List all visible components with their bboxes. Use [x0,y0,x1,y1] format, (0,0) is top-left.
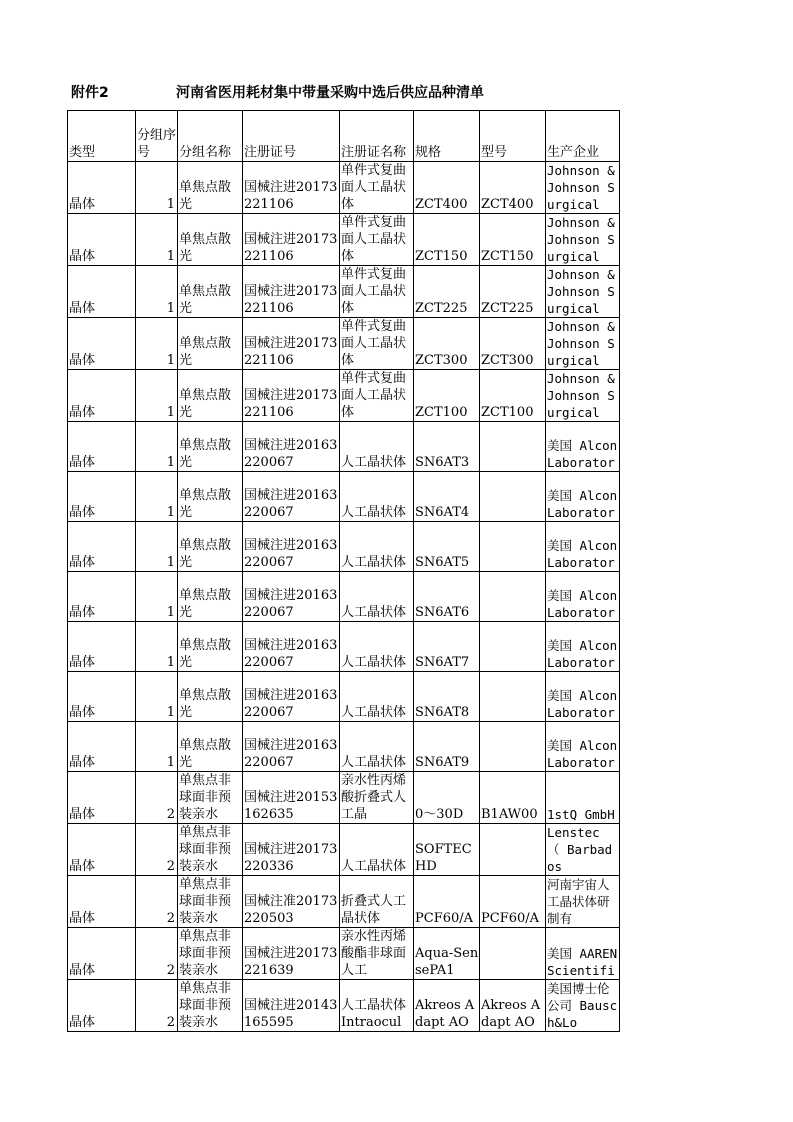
cell-reg-no [243,980,340,1032]
cell-group-name-text: 单焦点非球面非预装亲水 [179,929,232,978]
table-row [68,876,620,928]
cell-type-text: 晶体 [69,455,96,470]
cell-type-text: 晶体 [69,605,96,620]
cell-reg-no [243,214,340,266]
cell-group-no-text: 1 [166,705,175,720]
cell-maker [546,672,620,722]
cell-model-text: ZCT300 [481,353,534,368]
cell-model [480,980,546,1032]
cell-reg-name [340,318,414,370]
cell-model [480,672,546,722]
cell-reg-no [243,572,340,622]
table-row [68,722,620,772]
cell-spec-text: SN6AT3 [415,455,470,470]
cell-group-name-text: 单焦点散光 [179,180,232,212]
cell-group-no [136,876,178,928]
table-header-row [68,111,620,162]
cell-reg-no-text: 国械注进20163220067 [244,638,338,670]
cell-reg-no [243,622,340,672]
cell-model [480,876,546,928]
cell-group-no [136,824,178,876]
cell-maker-text: 美国 Alcon Laborator [547,738,618,770]
cell-group-no-text: 1 [166,249,175,264]
cell-group-no [136,522,178,572]
cell-type [68,162,136,214]
cell-reg-name-text: 人工晶状体 [341,605,407,620]
header-cell-type: 类型 [68,111,136,162]
cell-group-no-text: 1 [166,405,175,420]
cell-group-no [136,370,178,422]
cell-model [480,824,546,876]
cell-model-text: ZCT400 [481,197,534,212]
table-row [68,772,620,824]
cell-group-no [136,980,178,1032]
cell-maker-text: 美国 Alcon Laborator [547,438,618,470]
cell-type [68,622,136,672]
cell-reg-name-text: 人工晶状体 [341,755,407,770]
header-cell-group-no: 分组序号 [136,111,178,162]
cell-reg-name-text: 人工晶状体 Intraocul [341,998,407,1030]
cell-reg-no [243,266,340,318]
cell-group-name-text: 单焦点非球面非预装亲水 [179,981,232,1030]
cell-type-text: 晶体 [69,655,96,670]
cell-group-name [178,422,243,472]
cell-type-text: 晶体 [69,555,96,570]
cell-reg-name-text: 人工晶状体 [341,705,407,720]
cell-spec [414,472,480,522]
cell-maker-text: 美国 Alcon Laborator [547,538,618,570]
attachment-label: 附件2 [71,85,109,101]
table-row [68,522,620,572]
cell-reg-name [340,928,414,980]
cell-group-no-text: 2 [166,963,175,978]
cell-spec-text: ZCT225 [415,301,468,316]
cell-reg-name [340,370,414,422]
table-row [68,672,620,722]
cell-maker-text: 美国 Alcon Laborator [547,638,618,670]
cell-spec-text: SN6AT5 [415,555,470,570]
cell-type [68,422,136,472]
cell-type [68,572,136,622]
cell-spec [414,772,480,824]
cell-maker-text: 美国 Alcon Laborator [547,688,618,720]
cell-reg-name-text: 折叠式人工晶状体 [341,894,407,926]
table-row [68,318,620,370]
cell-spec-text: ZCT400 [415,197,468,212]
cell-type-text: 晶体 [69,405,96,420]
cell-group-name [178,162,243,214]
cell-spec [414,214,480,266]
cell-type [68,472,136,522]
cell-reg-name-text: 亲水性丙烯酸酯非球面人工 [341,929,407,978]
cell-reg-no-text: 国械注进20163220067 [244,738,338,770]
cell-group-name-text: 单焦点散光 [179,336,232,368]
cell-group-no [136,772,178,824]
cell-group-no [136,318,178,370]
cell-reg-no-text: 国械注进20173221106 [244,336,338,368]
cell-reg-name [340,162,414,214]
header-cell-reg-no: 注册证号 [243,111,340,162]
cell-spec-text: SN6AT6 [415,605,470,620]
cell-reg-name-text: 人工晶状体 [341,505,407,520]
cell-model [480,370,546,422]
cell-group-no-text: 1 [166,555,175,570]
cell-group-no [136,622,178,672]
cell-spec-text: SN6AT7 [415,655,470,670]
cell-reg-no [243,672,340,722]
cell-spec-text: SN6AT9 [415,755,470,770]
header-cell-maker: 生产企业 [546,111,620,162]
cell-spec [414,318,480,370]
cell-group-name-text: 单焦点散光 [179,488,232,520]
cell-reg-no [243,162,340,214]
cell-group-no-text: 2 [166,1015,175,1030]
cell-type [68,928,136,980]
cell-model [480,472,546,522]
cell-group-name [178,672,243,722]
cell-reg-no [243,422,340,472]
table-row [68,472,620,522]
cell-reg-name-text: 单件式复曲面人工晶状体 [341,319,407,368]
cell-maker [546,928,620,980]
cell-reg-no-text: 国械注进20173221106 [244,284,338,316]
cell-reg-name [340,980,414,1032]
cell-group-no-text: 1 [166,505,175,520]
table-row [68,980,620,1032]
cell-model-text: ZCT150 [481,249,534,264]
cell-maker-text: 美国博士伦公司 Bausch&Lo [547,981,618,1030]
cell-maker-text: Lenstec （ Barbados [547,825,613,874]
cell-model [480,772,546,824]
cell-model-text: ZCT100 [481,405,534,420]
cell-maker [546,522,620,572]
cell-type-text: 晶体 [69,197,96,212]
cell-reg-name [340,422,414,472]
cell-reg-name-text: 人工晶状体 [341,555,407,570]
cell-type [68,824,136,876]
cell-spec-text: 0～30D [415,807,464,822]
cell-type [68,722,136,772]
cell-group-name [178,370,243,422]
cell-group-no [136,572,178,622]
cell-group-name [178,214,243,266]
header-cell-group-name: 分组名称 [178,111,243,162]
table-row [68,162,620,214]
cell-reg-no-text: 国械注进20153162635 [244,790,338,822]
cell-maker [546,722,620,772]
cell-reg-no-text: 国械注进20163220067 [244,488,338,520]
cell-reg-name-text: 人工晶状体 [341,655,407,670]
cell-maker-text: 美国 Alcon Laborator [547,488,618,520]
supply-list-table [67,110,620,1032]
cell-maker [546,162,620,214]
cell-spec [414,266,480,318]
cell-spec [414,622,480,672]
table-row [68,622,620,672]
cell-reg-no-text: 国械注进20173221639 [244,946,338,978]
cell-reg-name [340,876,414,928]
cell-reg-name [340,266,414,318]
cell-group-no-text: 1 [166,655,175,670]
cell-group-name [178,472,243,522]
cell-reg-name-text: 人工晶状体 [341,859,407,874]
cell-type-text: 晶体 [69,963,96,978]
cell-group-name [178,722,243,772]
cell-group-name [178,980,243,1032]
cell-spec-text: PCF60/A [415,911,474,926]
cell-maker [546,370,620,422]
cell-type [68,522,136,572]
cell-spec [414,824,480,876]
cell-type-text: 晶体 [69,353,96,368]
cell-type [68,980,136,1032]
cell-model-text: ZCT225 [481,301,534,316]
cell-spec [414,522,480,572]
cell-reg-no-text: 国械注进20173221106 [244,180,338,212]
cell-type [68,876,136,928]
cell-group-no [136,266,178,318]
cell-reg-no [243,928,340,980]
cell-maker [546,214,620,266]
cell-group-name-text: 单焦点散光 [179,738,232,770]
table-row [68,928,620,980]
cell-group-no-text: 1 [166,301,175,316]
cell-group-name [178,318,243,370]
cell-type [68,370,136,422]
cell-group-name-text: 单焦点散光 [179,284,232,316]
cell-maker-text: Johnson & Johnson Surgical [547,267,615,316]
cell-reg-no [243,472,340,522]
cell-maker-text: 美国 AAREN Scientifi [547,946,618,978]
cell-maker [546,622,620,672]
cell-spec [414,162,480,214]
cell-group-no [136,214,178,266]
cell-spec [414,722,480,772]
cell-spec-text: ZCT150 [415,249,468,264]
cell-model [480,572,546,622]
cell-type-text: 晶体 [69,505,96,520]
cell-maker-text: 美国 Alcon Laborator [547,588,618,620]
cell-reg-name-text: 单件式复曲面人工晶状体 [341,163,407,212]
cell-reg-no [243,824,340,876]
cell-group-name-text: 单焦点非球面非预装亲水 [179,773,232,822]
cell-reg-name [340,214,414,266]
cell-maker [546,572,620,622]
cell-maker [546,876,620,928]
header-cell-model: 型号 [480,111,546,162]
table-row [68,266,620,318]
cell-group-name-text: 单焦点非球面非预装亲水 [179,877,232,926]
cell-type-text: 晶体 [69,911,96,926]
cell-group-no-text: 2 [166,807,175,822]
cell-spec-text: Aqua-SensePA1 [415,946,479,978]
cell-reg-no [243,522,340,572]
cell-group-no [136,928,178,980]
cell-spec-text: SN6AT8 [415,705,470,720]
cell-group-no-text: 1 [166,353,175,368]
cell-group-name [178,622,243,672]
cell-reg-name [340,522,414,572]
cell-maker-text: Johnson & Johnson Surgical [547,319,615,368]
cell-reg-name-text: 单件式复曲面人工晶状体 [341,215,407,264]
cell-model [480,162,546,214]
cell-group-name-text: 单焦点散光 [179,232,232,264]
cell-reg-name [340,772,414,824]
cell-group-name [178,772,243,824]
cell-type [68,266,136,318]
cell-group-name [178,266,243,318]
cell-reg-no-text: 国械注进20143165595 [244,998,338,1030]
table-row [68,370,620,422]
table-row [68,214,620,266]
cell-type-text: 晶体 [69,705,96,720]
cell-group-name-text: 单焦点散光 [179,688,232,720]
cell-reg-no-text: 国械注进20163220067 [244,438,338,470]
cell-group-name-text: 单焦点散光 [179,638,232,670]
cell-model [480,214,546,266]
cell-type-text: 晶体 [69,249,96,264]
cell-group-name-text: 单焦点散光 [179,438,232,470]
cell-spec-text: ZCT100 [415,405,468,420]
cell-spec [414,672,480,722]
cell-type [68,672,136,722]
cell-reg-no [243,722,340,772]
cell-model [480,422,546,472]
cell-maker [546,824,620,876]
cell-reg-name [340,722,414,772]
cell-type-text: 晶体 [69,301,96,316]
cell-reg-name-text: 单件式复曲面人工晶状体 [341,371,407,420]
cell-reg-name-text: 亲水性丙烯酸折叠式人工晶 [341,773,407,822]
cell-model [480,522,546,572]
cell-spec [414,928,480,980]
cell-reg-no-text: 国械注进20163220067 [244,538,338,570]
cell-model [480,622,546,672]
cell-reg-no-text: 国械注进20173221106 [244,388,338,420]
cell-reg-no-text: 国械注进20173221106 [244,232,338,264]
cell-spec-text: SN6AT4 [415,505,470,520]
cell-spec [414,370,480,422]
cell-group-no [136,672,178,722]
cell-reg-no-text: 国械注进20163220067 [244,688,338,720]
table-row [68,422,620,472]
cell-spec [414,572,480,622]
cell-group-no-text: 1 [166,455,175,470]
cell-spec-text: SOFTECHD [415,842,472,874]
cell-spec [414,422,480,472]
cell-reg-name [340,622,414,672]
cell-group-no [136,722,178,772]
cell-group-no [136,162,178,214]
cell-maker-text: 河南宇宙人工晶状体研制有 [547,877,610,926]
cell-maker [546,318,620,370]
cell-group-name [178,824,243,876]
cell-spec-text: ZCT300 [415,353,468,368]
cell-reg-no-text: 国械注准20173220503 [244,894,338,926]
cell-type [68,318,136,370]
cell-model [480,928,546,980]
cell-model-text: B1AW00 [481,807,538,822]
cell-reg-name [340,672,414,722]
cell-group-no-text: 2 [166,911,175,926]
cell-maker-text: 1stQ GmbH [547,807,615,822]
cell-maker-text: Johnson & Johnson Surgical [547,163,615,212]
cell-reg-no-text: 国械注进20173220336 [244,842,338,874]
cell-type-text: 晶体 [69,755,96,770]
cell-maker-text: Johnson & Johnson Surgical [547,371,615,420]
cell-reg-name [340,824,414,876]
cell-reg-no [243,876,340,928]
cell-reg-no [243,370,340,422]
cell-group-no [136,422,178,472]
cell-group-no-text: 1 [166,755,175,770]
cell-type-text: 晶体 [69,859,96,874]
cell-maker [546,266,620,318]
cell-type-text: 晶体 [69,1015,96,1030]
cell-model-text: Akreos Adapt AO [481,998,541,1030]
cell-reg-name-text: 单件式复曲面人工晶状体 [341,267,407,316]
cell-spec [414,876,480,928]
header-cell-reg-name: 注册证名称 [340,111,414,162]
cell-group-name [178,572,243,622]
cell-model-text: PCF60/A [481,911,540,926]
cell-maker [546,772,620,824]
cell-reg-name [340,472,414,522]
cell-group-name [178,928,243,980]
cell-type-text: 晶体 [69,807,96,822]
cell-group-name-text: 单焦点散光 [179,538,232,570]
cell-reg-name-text: 人工晶状体 [341,455,407,470]
cell-group-name [178,876,243,928]
cell-group-name [178,522,243,572]
document-heading [71,82,611,104]
table-row [68,824,620,876]
cell-group-no-text: 2 [166,859,175,874]
cell-maker-text: Johnson & Johnson Surgical [547,215,615,264]
cell-group-no [136,472,178,522]
cell-maker [546,472,620,522]
cell-maker [546,422,620,472]
cell-group-name-text: 单焦点散光 [179,388,232,420]
header-cell-spec: 规格 [414,111,480,162]
cell-spec-text: Akreos Adapt AO [415,998,475,1030]
document-title: 河南省医用耗材集中带量采购中选后供应品种清单 [176,85,484,101]
cell-maker [546,980,620,1032]
cell-reg-name [340,572,414,622]
cell-reg-no [243,318,340,370]
cell-reg-no [243,772,340,824]
cell-model [480,318,546,370]
cell-model [480,266,546,318]
cell-model [480,722,546,772]
cell-reg-no-text: 国械注进20163220067 [244,588,338,620]
cell-group-name-text: 单焦点散光 [179,588,232,620]
cell-type [68,772,136,824]
table-row [68,572,620,622]
cell-group-name-text: 单焦点非球面非预装亲水 [179,825,232,874]
cell-type [68,214,136,266]
cell-spec [414,980,480,1032]
cell-group-no-text: 1 [166,605,175,620]
cell-group-no-text: 1 [166,197,175,212]
